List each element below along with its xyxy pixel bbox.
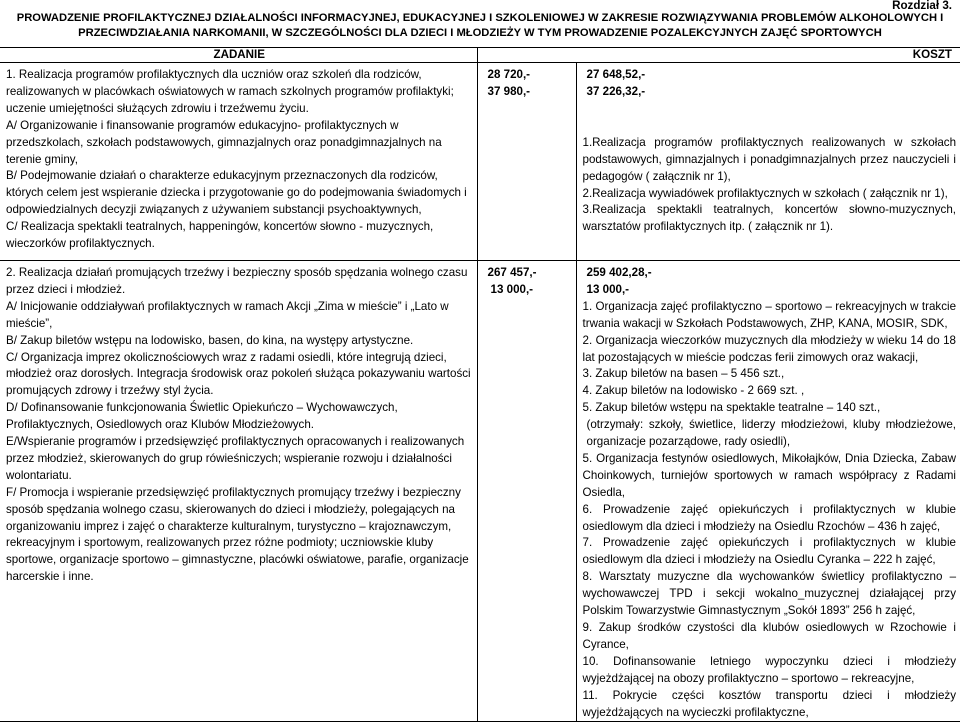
cost-amount: 259 402,28,- xyxy=(586,265,652,279)
task-text: E/Wspieranie programów i przedsięwzięć profilaktycznych opracowanych i realizowanych przez młodzież, skierowanych do grup rówieśniczych; wspieranie rozwoju i działalności wolontariatu. xyxy=(6,435,465,482)
table-header-row xyxy=(0,47,960,63)
spacer xyxy=(583,118,957,135)
task-cell xyxy=(0,260,477,721)
cost-text: (otrzymały: szkoły, świetlice, liderzy młodzieżowi, kluby młodzieżowe, organizacje pozarządowe, rady osiedli), xyxy=(586,418,957,449)
task-cell xyxy=(0,63,477,261)
task-text: C/ Organizacja imprez okolicznościowych wraz z radami osiedli, które integrują dzieci, młodzież oraz dorosłych. Integracja środowisk oraz pokoleń służąca pokazywaniu wartości promujących zdrowy i trzeźwy styl życia. xyxy=(6,350,471,398)
column-header-task: ZADANIE xyxy=(0,47,477,63)
task-text: A/ Inicjowanie oddziaływań profilaktycznych w ramach Akcji „Zima w mieście” i „Lato w mieście”, xyxy=(6,299,449,330)
task-text: D/ Dofinansowanie funkcjonowania Świetlic Opiekuńczo – Wychowawczych, Profilaktycznych, Osiedlowych oraz Klubów Młodzieżowych. xyxy=(6,401,398,432)
cost-text: 5. Organizacja festynów osiedlowych, Mikołajków, Dnia Dziecka, Zabaw Choinkowych, turniejów sportowych w ramach współpracy z Radami Osiedla, xyxy=(582,451,957,499)
cost-amount: 27 648,52,- xyxy=(586,68,646,81)
task-text: F/ Promocja i wspieranie przedsięwzięć profilaktycznych promujący trzeźwy i bezpieczny sposób spędzania wolnego czasu, skierowanych do dzieci i młodzieży, polegających na organizowaniu imprez i zajęć o charakterze kulturalnym, turystyczno – krajoznawczym, rekreacyjnym i sportowym, realizowanych przez różne podmioty; uczniowskie kluby sportowe, organizacje sportowo – gimnastyczne, placówki oświatowe, parafie, organizacje harcerskie i inne. xyxy=(6,485,469,584)
cost-text: 8. Warsztaty muzyczne dla wychowanków świetlicy profilaktyczno – wychowawczej TPD i sekcji wokalno_muzycznej działającej przy Polskim Towarzystwie Gimnastycznym „Sokół 1893” 256 h zajęć, xyxy=(582,570,957,618)
cost-cell xyxy=(576,260,960,721)
cost-cell xyxy=(576,63,960,261)
task-text: B/ Podejmowanie działań o charakterze edukacyjnym przeznaczonych dla rodziców, których celem jest wspieranie dziecka i przygotowanie go do podejmowania świadomych i odpowiedzialnych decyzji związanych z używaniem substancji psychoaktywnych, xyxy=(6,169,467,217)
chapter-number: Rozdział 3. xyxy=(892,0,952,12)
cost-amount: 37 226,32,- xyxy=(586,84,646,98)
task-text: 2. Realizacja działań promujących trzeźwy i bezpieczny sposób spędzania wolnego czasu przez dzieci i młodzież. xyxy=(6,265,468,296)
task-text: B/ Zakup biletów wstępu na lodowisko, basen, do kina, na występy artystyczne. xyxy=(6,333,414,347)
table-top-border xyxy=(0,47,960,48)
cost-text: 1.Realizacja programów profilaktycznych realizowanych w szkołach podstawowych, gimnazjalnych i ponadgimnazjalnych przez nauczycieli i pedagogów ( załącznik nr 1), xyxy=(582,135,957,183)
planned-amount: 13 000,- xyxy=(490,282,534,296)
cost-text: 6. Prowadzenie zajęć opiekuńczych i profilaktycznych w klubie osiedlowym dla dzieci i młodzieży na Osiedlu Rzochów – 436 h zajęć, xyxy=(582,502,957,533)
spacer xyxy=(583,101,957,118)
task-text: 1. Realizacja programów profilaktycznych dla uczniów oraz szkoleń dla rodziców, realizowanych w placówkach oświatowych w ramach szkolnych programów profilaktyki; uczenie umiejętności służących zdrowiu i trzeźwemu życiu. xyxy=(6,68,454,115)
table-row xyxy=(0,63,960,261)
cost-text: 10. Dofinansowanie letniego wypoczynku dzieci i młodzieży wyjeżdżającej na obozy profilaktyczno – sportowo – rekreacyjne, xyxy=(582,654,957,685)
cost-text: 5. Zakup biletów wstępu na spektakle teatralne – 140 szt., xyxy=(582,401,881,415)
planned-amount-cell xyxy=(477,260,576,721)
cost-text: 2. Organizacja wieczorków muzycznych dla młodzieży w wieku 14 do 18 lat pozostających w mieście podczas ferii zimowych oraz wakacji, xyxy=(582,333,957,364)
task-text: A/ Organizowanie i finansowanie programów edukacyjno- profilaktycznych w przedszkolach, szkołach podstawowych, gimnazjalnych oraz ponadgimnazjalnych na terenie gminy, xyxy=(6,118,442,166)
task-text: C/ Realizacja spektakli teatralnych, happeningów, koncertów słowno - muzycznych, wieczorków profilaktycznych. xyxy=(6,220,434,251)
column-header-cost: KOSZT xyxy=(477,47,960,63)
planned-amount: 267 457,- xyxy=(487,265,537,279)
page-title: PROWADZENIE PROFILAKTYCZNEJ DZIAŁALNOŚCI INFORMACYJNEJ, EDUKACYJNEJ I SZKOLENIOWEJ W ZAKRESIE ROZWIĄZYWANIA PROBLEMÓW ALKOHOLOWYCH I PRZECIWDZIAŁANIA NARKOMANII, W SZCZEGÓLNOŚCI DLA DZIECI I MŁODZIEŻY W TYM PROWADZENIE POZALEKCYJNYCH ZAJĘĆ SPORTOWYCH xyxy=(16,12,944,39)
cost-text: 1. Organizacja zajęć profilaktyczno – sportowo – rekreacyjnych w trakcie trwania wakacji w Szkołach Podstawowych, ZHP, KANA, MOSIR, SDK, xyxy=(582,299,957,330)
planned-amount: 28 720,- xyxy=(487,68,531,81)
planned-amount: 37 980,- xyxy=(487,84,531,98)
cost-text: 4. Zakup biletów na lodowisko - 2 669 szt. , xyxy=(582,384,805,398)
cost-text: 9. Zakup środków czystości dla klubów osiedlowych w Rzochowie i Cyrance, xyxy=(582,621,957,651)
table-row xyxy=(0,260,960,721)
cost-text: 3. Zakup biletów na basen – 5 456 szt., xyxy=(582,367,785,381)
cost-text: 7. Prowadzenie zajęć opiekuńczych i profilaktycznych w klubie osiedlowym dla dzieci i młodzieży na Osiedlu Cyranka – 222 h zajęć, xyxy=(582,536,957,567)
cost-amount: 13 000,- xyxy=(586,282,630,296)
cost-text: 2.Realizacja wywiadówek profilaktycznych w szkołach ( załącznik nr 1), xyxy=(582,186,948,200)
tasks-table xyxy=(0,47,960,722)
planned-amount-cell xyxy=(477,63,576,261)
cost-text: 11. Pokrycie części kosztów transportu dzieci i młodzieży wyjeżdżających na wycieczki profilaktyczne, xyxy=(582,688,957,719)
cost-text: 3.Realizacja spektakli teatralnych, koncertów słowno-muzycznych, warsztatów profilaktycznych itp. ( załącznik nr 1). xyxy=(582,203,957,234)
